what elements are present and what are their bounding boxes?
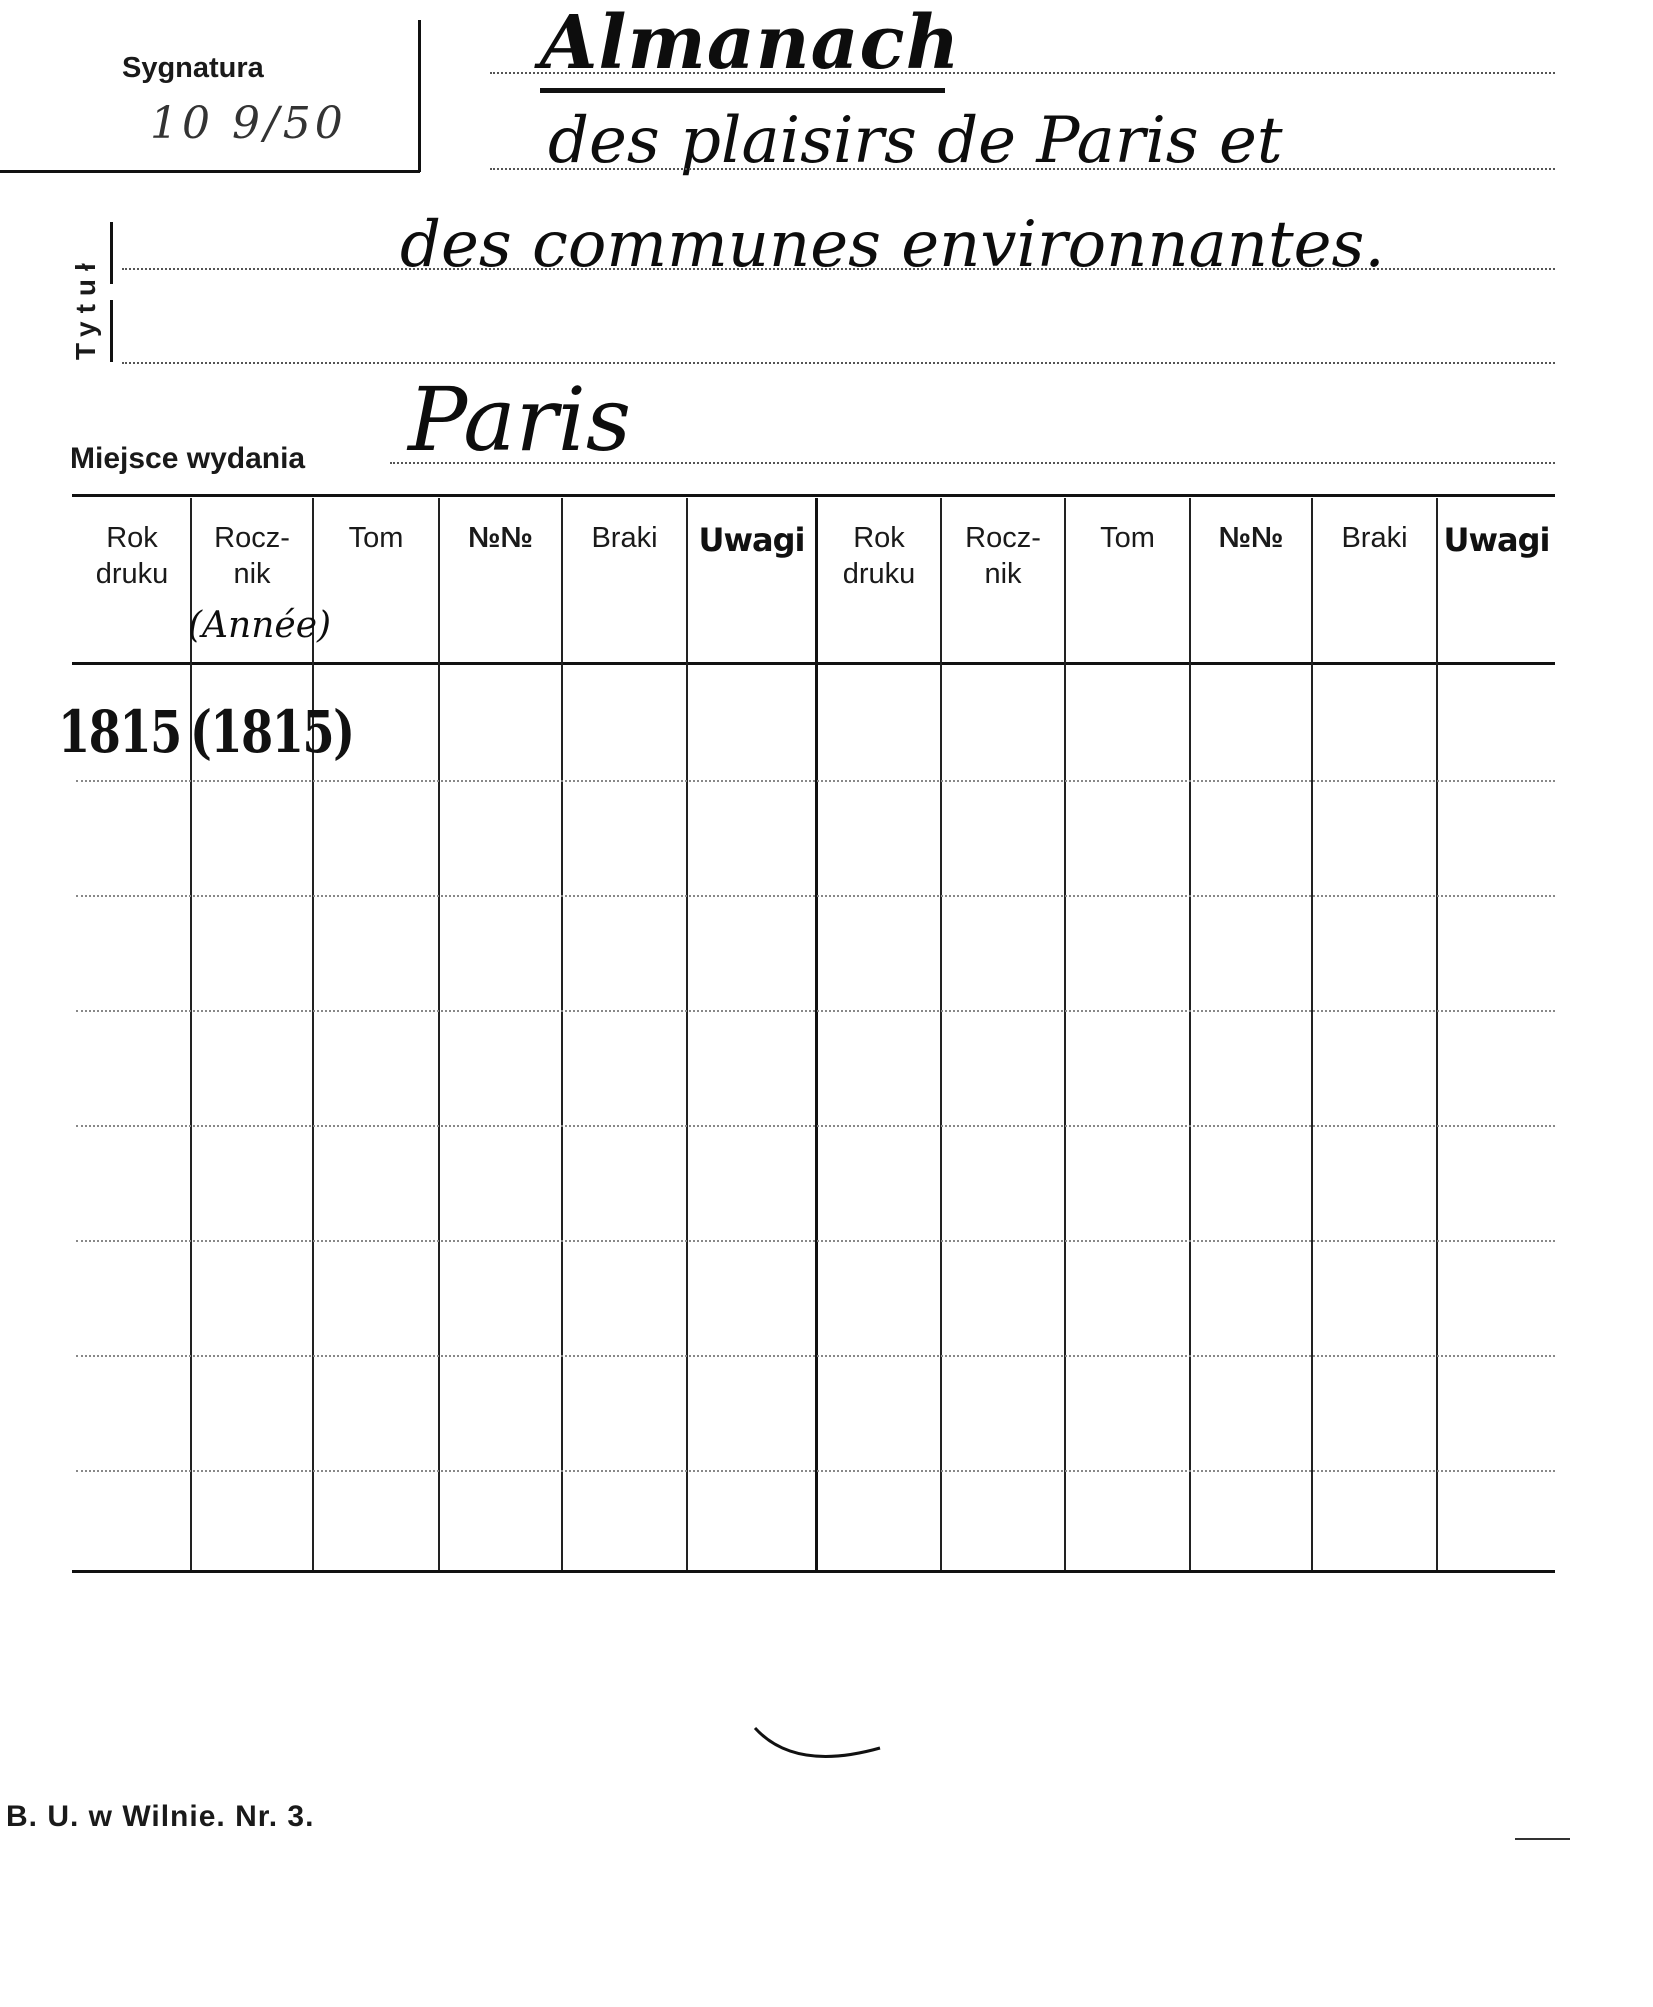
header-left-rocznik: Rocz- nik bbox=[214, 522, 290, 590]
col-line-2 bbox=[312, 498, 314, 1570]
row-separator bbox=[76, 1125, 1555, 1127]
row-separator bbox=[76, 1470, 1555, 1472]
row-separator bbox=[76, 780, 1555, 782]
header-right-braki: Braki bbox=[1341, 522, 1408, 554]
row-separator bbox=[76, 895, 1555, 897]
col-line-10 bbox=[1311, 498, 1313, 1570]
table-bottom-rule bbox=[72, 1570, 1555, 1573]
title-side-label: Tytuł bbox=[70, 255, 101, 360]
col-line-11 bbox=[1436, 498, 1438, 1570]
row-separator bbox=[76, 1355, 1555, 1357]
table-header-rule bbox=[72, 662, 1555, 665]
header-annee-note: (Année) bbox=[188, 605, 332, 646]
row-separator bbox=[76, 1010, 1555, 1012]
title-dotline-1 bbox=[490, 72, 1555, 74]
header-left-braki: Braki bbox=[591, 522, 658, 554]
title-line-1-underline bbox=[540, 88, 945, 93]
signature-box-bottom-border bbox=[0, 170, 420, 173]
col-line-9 bbox=[1189, 498, 1191, 1570]
title-dotline-3 bbox=[122, 268, 1555, 270]
col-line-center bbox=[815, 498, 818, 1570]
signature-box-right-border bbox=[418, 20, 421, 172]
title-line-3: des communes environnantes. bbox=[400, 208, 1385, 282]
col-line-5 bbox=[686, 498, 688, 1570]
col-line-8 bbox=[1064, 498, 1066, 1570]
title-bracket-bottom bbox=[110, 300, 113, 362]
col-line-3 bbox=[438, 498, 440, 1570]
header-left-tom: Tom bbox=[348, 522, 404, 554]
place-dotline bbox=[390, 462, 1555, 464]
title-dotline-2 bbox=[490, 168, 1555, 170]
footer-imprint: B. U. w Wilnie. Nr. 3. bbox=[6, 1800, 315, 1833]
title-line-1: Almanach bbox=[540, 0, 961, 86]
title-line-2: des plaisirs de Paris et bbox=[548, 104, 1283, 178]
title-dotline-4 bbox=[122, 362, 1555, 364]
col-line-4 bbox=[561, 498, 563, 1570]
col-line-1 bbox=[190, 498, 192, 1570]
margin-mark bbox=[1515, 1838, 1570, 1840]
signature-label: Sygnatura bbox=[122, 52, 264, 84]
cell-rok-druku: 1815 bbox=[58, 698, 181, 766]
place-value: Paris bbox=[408, 368, 632, 471]
header-right-tom: Tom bbox=[1100, 522, 1155, 554]
pen-stroke-mark bbox=[750, 1720, 890, 1770]
cell-rocznik: (1815) bbox=[190, 698, 354, 766]
header-left-numbers: №№ bbox=[468, 522, 533, 554]
signature-value: 10 9/50 bbox=[150, 98, 347, 149]
header-left-uwagi: Uwagi bbox=[698, 521, 805, 559]
title-side-label-wrap bbox=[50, 210, 110, 370]
table-top-rule bbox=[72, 494, 1555, 497]
col-line-7 bbox=[940, 498, 942, 1570]
row-separator bbox=[76, 1240, 1555, 1242]
header-left-rok-druku: Rok druku bbox=[95, 522, 169, 590]
place-label: Miejsce wydania bbox=[70, 442, 306, 475]
header-right-rocznik: Rocz- nik bbox=[965, 522, 1041, 590]
header-right-numbers: №№ bbox=[1218, 522, 1284, 554]
header-right-rok-druku: Rok druku bbox=[842, 522, 916, 590]
header-right-uwagi: Uwagi bbox=[1443, 521, 1550, 559]
title-bracket-top bbox=[110, 222, 113, 284]
